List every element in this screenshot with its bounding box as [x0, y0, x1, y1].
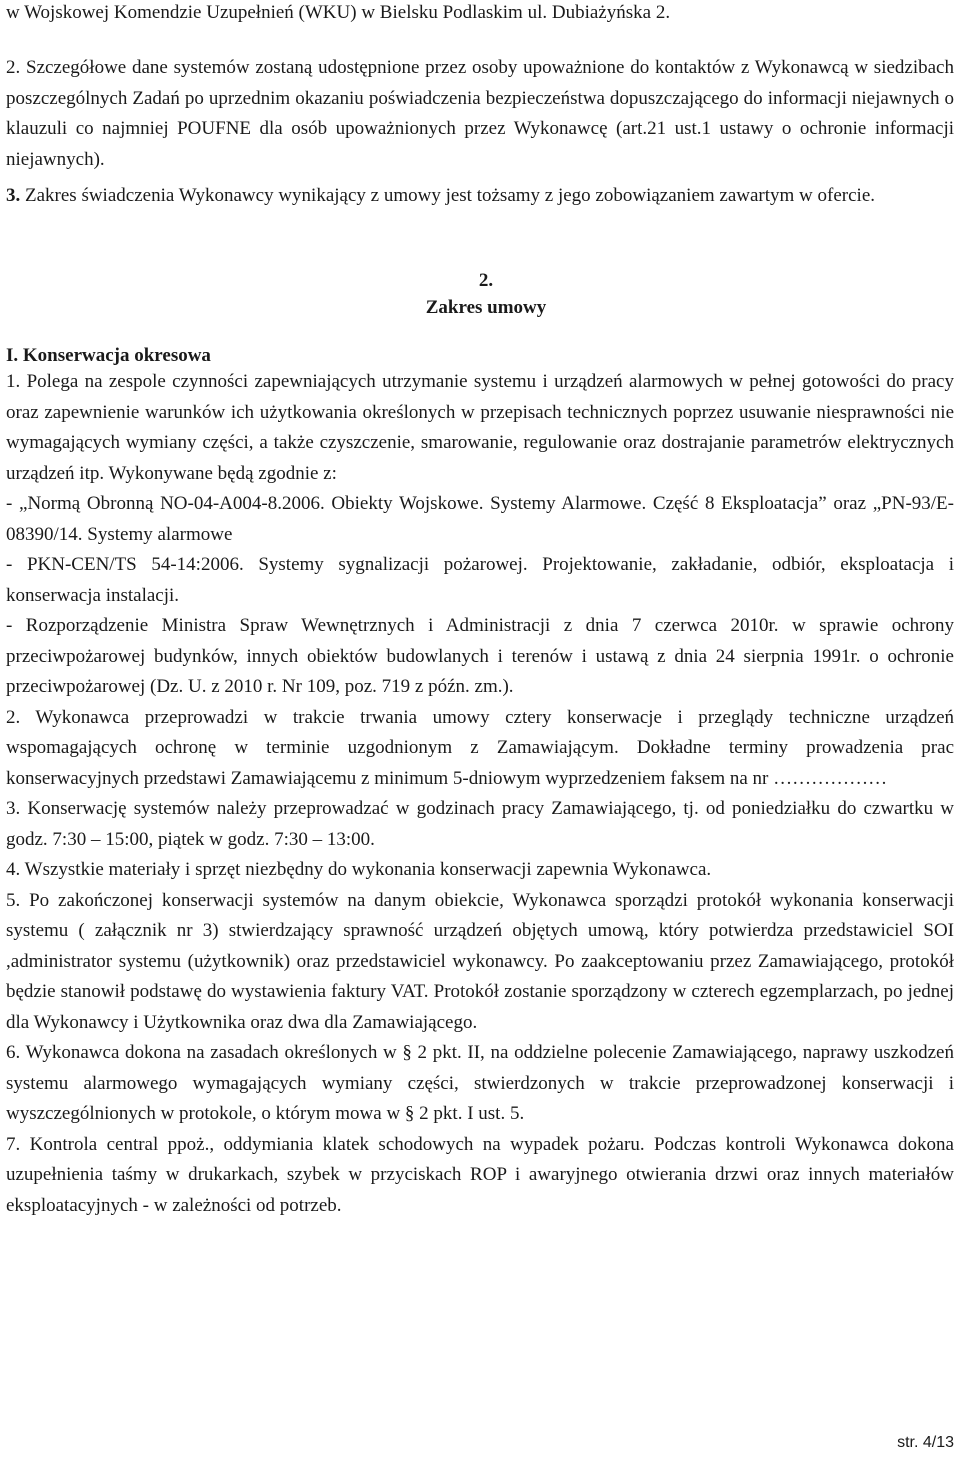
item-4: 4. Wszystkie materiały i sprzęt niezbędny do wykonania konserwacji zapewnia Wykonawca.	[6, 859, 712, 880]
item-1-regulation: - Rozporządzenie Ministra Spraw Wewnętrznych i Administracji z dnia 7 czerwca 2010r. w sprawie ochrony przeciwpożarowej budynków, innych obiektów budowlanych i terenów i ustawą z dnia 24 sierpnia 1991r. o ochronie przeciwpożarowej (Dz. U. z 2010 r. Nr 109, poz. 719 z późn. zm.).	[6, 615, 954, 697]
section-title: Zakres umowy	[425, 297, 547, 318]
item-7: 7. Kontrola central ppoż., oddymiania klatek schodowych na wypadek pożaru. Podczas kontroli Wykonawca dokona uzupełnienia taśmy w drukarkach, szybek w przyciskach ROP i awaryjnego otwierania drzwi oraz innych materiałów eksploatacyjnych - w zależności od potrzeb.	[6, 1133, 954, 1216]
page-number: str. 4/13	[897, 1434, 954, 1451]
paragraph-3	[6, 181, 954, 212]
item-6: 6. Wykonawca dokona na zasadach określonych w § 2 pkt. II, na oddzielne polecenie Zamawiającego, naprawy uszkodzeń systemu alarmowego wymagających wymiany części, stwierdzonych w trakcie przeprowadzonej konserwacji i wyszczególnionych w protokole, o którym mowa w § 2 pkt. I ust. 5.	[6, 1042, 954, 1124]
item-5: 5. Po zakończonej konserwacji systemów na danym obiekcie, Wykonawca sporządzi protokół wykonania konserwacji systemu ( załącznik nr 3) stwierdzający sprawność urządzeń objętych umową, który potwierdza przedstawiciel SOI ,administrator systemu (użytkownik) oraz przedstawiciel wykonawcy. Po zaakceptowaniu przez Zamawiającego, protokół będzie stanowił podstawę do wystawienia faktury VAT. Protokół zostanie sporządzony w czterech egzemplarzach, po jednej dla Wykonawcy i Użytkownika oraz dwa dla Zamawiającego.	[6, 889, 954, 1033]
paragraph-2: 2. Szczegółowe dane systemów zostaną udostępnione przez osoby upoważnione do kontaktów z Wykonawcą w siedzibach poszczególnych Zadań po uprzednim okazaniu poświadczenia bezpieczeństwa dopuszczającego do informacji niejawnych o klauzuli co najmniej POUFNE dla osób upoważnionych przez Wykonawcę (art.21 ust.1 ustawy o ochronie informacji niejawnych).	[6, 57, 954, 170]
subsection-heading: I. Konserwacja okresowa	[6, 345, 211, 366]
header-line: w Wojskowej Komendzie Uzupełnień (WKU) w Bielsku Podlaskim ul. Dubiażyńska 2.	[6, 2, 671, 23]
item-1: 1. Polega na zespole czynności zapewniających utrzymanie systemu i urządzeń alarmowych w pełnej gotowości do pracy oraz zapewnienie warunków ich użytkowania określonych w przepisach technicznych poprzez usuwanie niesprawności nie wymagających wymiany części, a także czyszczenie, smarowanie, regulowanie oraz dostrajanie parametrów elektrycznych urządzeń itp. Wykonywane będą zgodnie z:	[6, 371, 954, 484]
item-2: 2. Wykonawca przeprowadzi w trakcie trwania umowy cztery konserwacje i przeglądy techniczne urządzeń wspomagających ochronę w terminie uzgodnionym z Zamawiającym. Dokładne terminy prowadzenia prac konserwacyjnych przedstawi Zamawiającemu z minimum 5-dniowym wyprzedzeniem faksem na nr ………………	[6, 706, 954, 789]
section-body	[6, 367, 954, 1221]
item-3: 3. Konserwację systemów należy przeprowadzać w godzinach pracy Zamawiającego, tj. od poniedziałku do czwartku w godz. 7:30 – 15:00, piątek w godz. 7:30 – 13:00.	[6, 798, 954, 850]
item-1-norm-no: - „Normą Obronną NO-04-A004-8.2006. Obiekty Wojskowe. Systemy Alarmowe. Część 8 Eksploatacja” oraz „PN-93/E-08390/14. Systemy alarmowe	[6, 493, 954, 545]
paragraph-3-text: Zakres świadczenia Wykonawcy wynikający z umowy jest tożsamy z jego zobowiązaniem zawartym w ofercie.	[25, 185, 876, 206]
section-number: 2.	[478, 270, 494, 291]
item-1-norm-pkn: - PKN-CEN/TS 54-14:2006. Systemy sygnalizacji pożarowej. Projektowanie, zakładanie, odbiór, eksploatacja i konserwacja instalacji.	[6, 554, 954, 606]
paragraph-3-number: 3.	[6, 185, 21, 206]
